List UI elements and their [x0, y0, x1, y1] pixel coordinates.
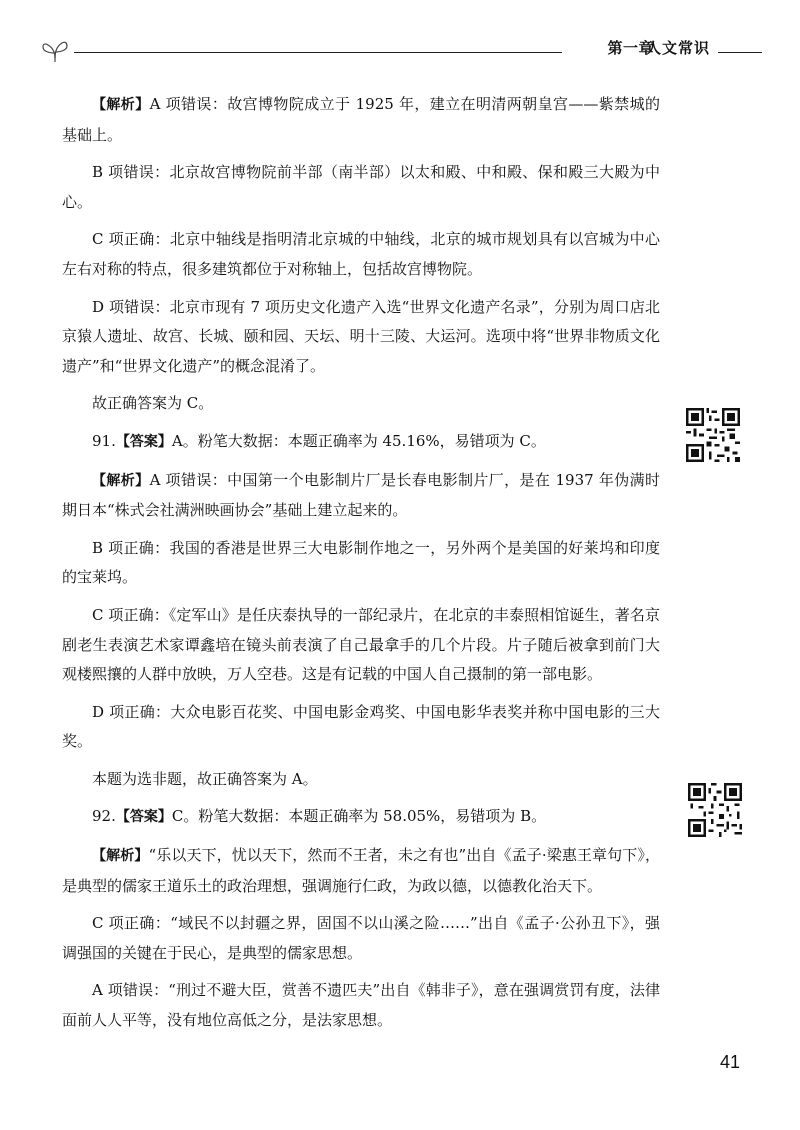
paragraph: B 项错误：北京故宫博物院前半部（南半部）以太和殿、中和殿、保和殿三大殿为中心。 — [62, 163, 660, 211]
chapter-label: 第一章 — [607, 39, 654, 57]
paragraph: C 项正确：“域民不以封疆之界，固国不以山溪之险……”出自《孟子·公孙丑下》，强调强国的关键在于民心，是典型的儒家思想。 — [62, 914, 660, 962]
section-label: 人文常识 — [645, 39, 710, 57]
qr-code-icon[interactable] — [688, 783, 742, 837]
paragraph: 【解析】A 项错误：中国第一个电影制片厂是长春电影制片厂，是在 1937 年伪满时期日本“株式会社满洲映画协会”基础上建立起来的。 — [62, 470, 660, 520]
answer-line-91: 91.【答案】A。粉笔大数据：本题正确率为 45.16%，易错项为 C。 — [92, 431, 546, 450]
paragraph: 本题为选非题，故正确答案为 A。 — [92, 769, 318, 788]
paragraph: 【解析】“乐以天下，忧以天下，然而不王者，未之有也”出自《孟子·梁惠王章句下》，是典型的儒家王道乐土的政治理想，强调施行仁政，为政以德，以德教化治天下。 — [62, 846, 661, 895]
paragraph: C 项正确：《定军山》是任庆泰执导的一部纪录片，在北京的丰泰照相馆诞生，著名京剧老生表演艺术家谭鑫培在镜头前表演了自己最拿手的几个片段。片子随后被拿到前门大观楼熙攘的人群中放映，万人空巷。这是有记载的中国人自己摄制的第一部电影。 — [62, 605, 660, 684]
paragraph: D 项错误：北京市现有 7 项历史文化遗产入选“世界文化遗产名录”，分别为周口店北京猿人遗址、故宫、长城、颐和园、天坛、明十三陵、大运河。选项中将“世界非物质文化遗产”和“世界文化遗产”的概念混淆了。 — [62, 297, 660, 375]
leaf-icon — [40, 34, 70, 68]
paragraph: B 项正确：我国的香港是世界三大电影制作地之一，另外两个是美国的好莱坞和印度的宝莱坞。 — [62, 538, 660, 587]
header-rule-left — [74, 52, 562, 53]
header-rule-right — [718, 52, 762, 53]
answer-line-92: 92.【答案】C。粉笔大数据：本题正确率为 58.05%，易错项为 B。 — [92, 807, 547, 826]
paragraph: C 项正确：北京中轴线是指明清北京城的中轴线，北京的城市规划具有以宫城为中心左右对称的特点，很多建筑都位于对称轴上，包括故宫博物院。 — [62, 230, 660, 278]
page-number: 41 — [719, 1052, 740, 1072]
paragraph: 【解析】A 项错误：故宫博物院成立于 1925 年，建立在明清两朝皇宫——紫禁城的基础上。 — [62, 95, 660, 144]
page-body — [62, 90, 660, 1036]
qr-code-icon[interactable] — [686, 408, 740, 462]
paragraph: 故正确答案为 C。 — [92, 394, 214, 413]
running-header — [40, 34, 762, 64]
paragraph: D 项正确：大众电影百花奖、中国电影金鸡奖、中国电影华表奖并称中国电影的三大奖。 — [62, 702, 660, 751]
paragraph: A 项错误：“刑过不避大臣，赏善不遗匹夫”出自《韩非子》，意在强调赏罚有度，法律面前人人平等，没有地位高低之分，是法家思想。 — [62, 981, 660, 1030]
